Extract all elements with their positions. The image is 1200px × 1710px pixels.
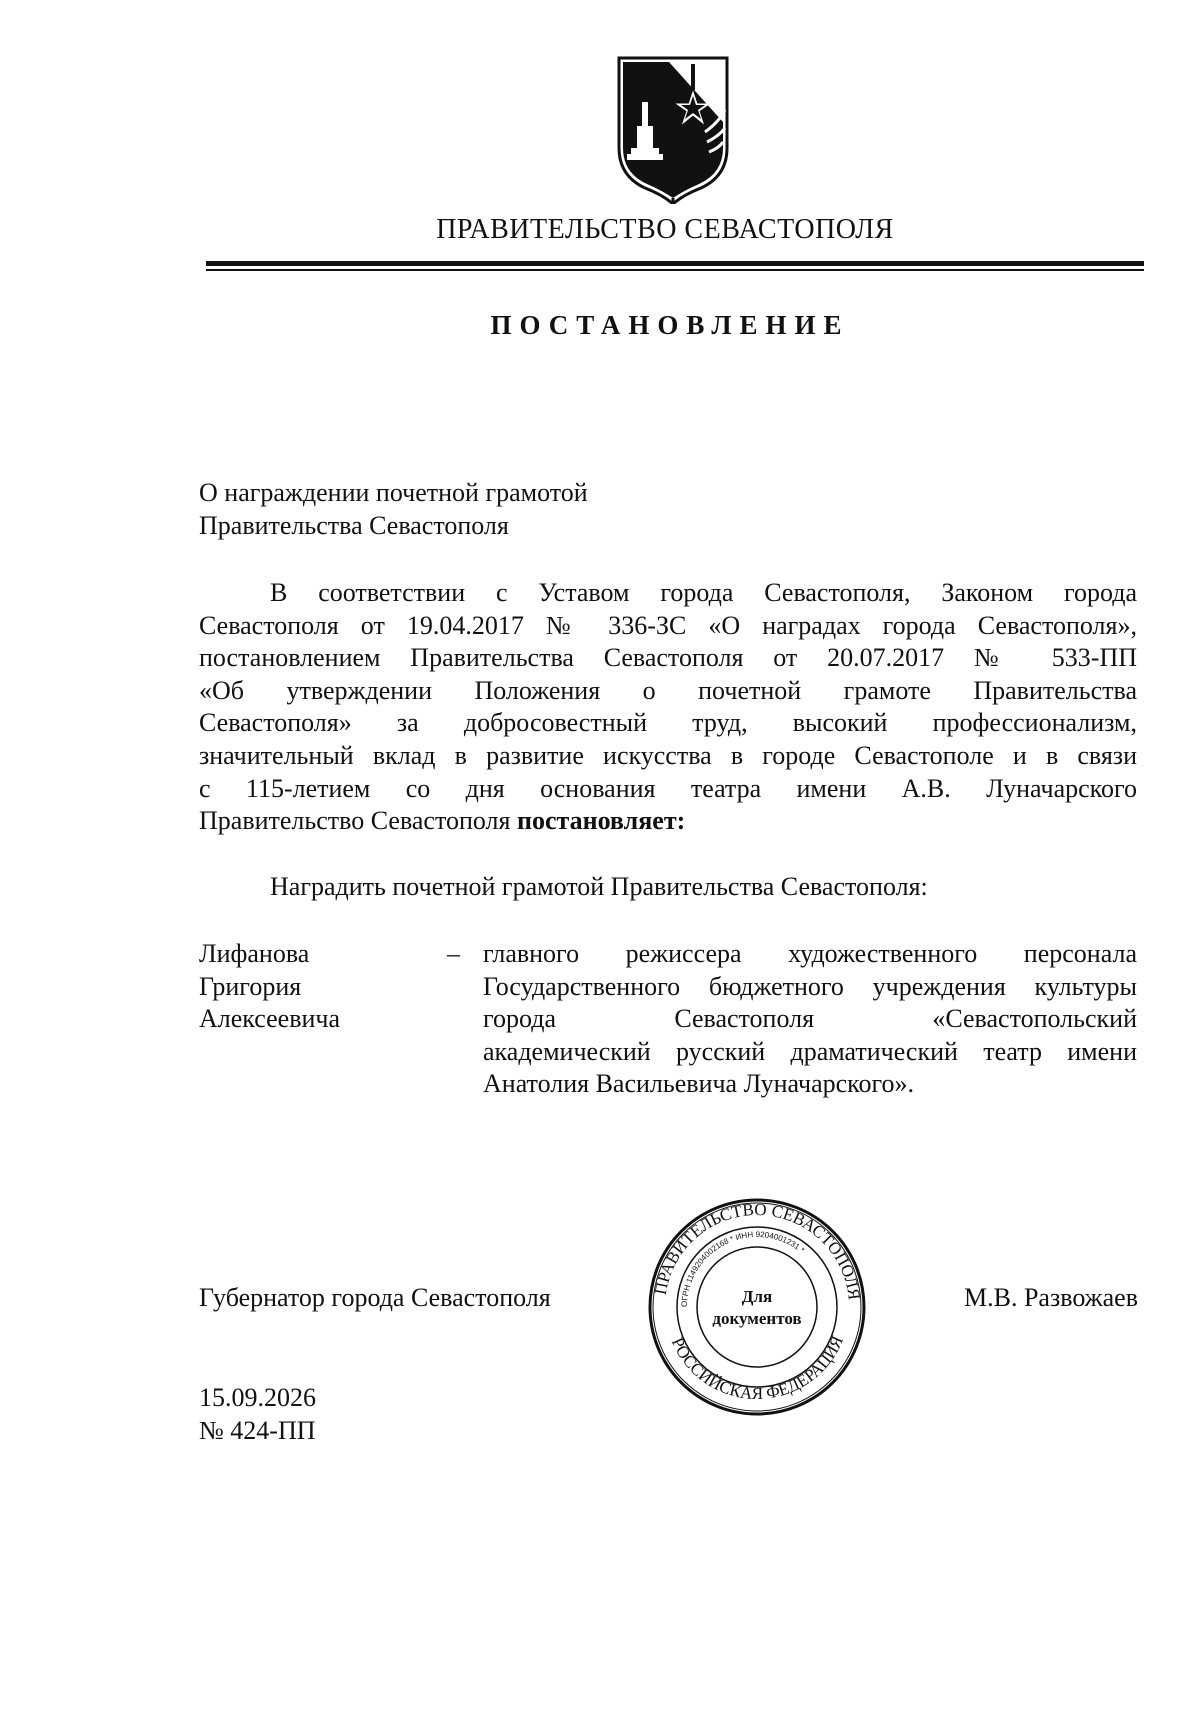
position-line: города Севастополя «Севастопольский [483, 1004, 1137, 1034]
paragraph-line [199, 805, 1137, 838]
preamble-paragraph [199, 577, 1137, 838]
paragraph-line: с 115-летием со дня основания театра имени А.В. Луначарского [199, 773, 1137, 803]
stamp-outer-text-bottom: РОССИЙСКАЯ ФЕДЕРАЦИЯ [667, 1332, 848, 1404]
sevastopol-coat-of-arms-icon [609, 52, 737, 204]
document-subject [199, 476, 588, 542]
paragraph-line: Севастополя от 19.04.2017 № 336-ЗС «О наградах города Севастополя», [199, 610, 1137, 640]
subject-line: Правительства Севастополя [199, 511, 509, 540]
document-number: № 424-ПП [199, 1416, 316, 1445]
paragraph-line: Севастополя» за добросовестный труд, высокий профессионализм, [199, 708, 1137, 738]
paragraph-line: значительный вклад в развитие искусства в городе Севастополе и в связи [199, 740, 1137, 770]
position-line: Государственного бюджетного учреждения культуры [483, 971, 1137, 1001]
position-line: академический русский драматический театр имени [483, 1036, 1137, 1066]
award-intro: Наградить почетной грамотой Правительства Севастополя: [270, 872, 928, 901]
resolving-clause: Правительство Севастополя [199, 806, 517, 836]
organization-name: ПРАВИТЕЛЬСТВО СЕВАСТОПОЛЯ [436, 214, 894, 245]
stamp-outer-text: ПРАВИТЕЛЬСТВО СЕВАСТОПОЛЯ [650, 1199, 864, 1301]
position-line: Анатолия Васильевича Луначарского». [483, 1069, 914, 1099]
paragraph-line: «Об утверждении Положения о почетной грамоте Правительства [199, 675, 1137, 705]
document-type-title: ПОСТАНОВЛЕНИЕ [490, 310, 850, 340]
header-divider-thick [206, 261, 1144, 266]
awardee-patronymic: Алексеевича [199, 1004, 341, 1034]
stamp-inner-text: ОГРН 1149204002168 * ИНН 9204001231 * [679, 1229, 807, 1308]
awardee-first-name: Григория [199, 971, 302, 1001]
awardee-surname: Лифанова [199, 939, 310, 968]
awardee-position [483, 938, 1137, 1101]
header-divider-thin [206, 269, 1144, 271]
paragraph-line: постановлением Правительства Севастополя от 20.07.2017 № 533-ПП [199, 643, 1137, 673]
signatory-name: М.В. Развожаев [963, 1283, 1138, 1312]
awardee-name [199, 938, 340, 1036]
paragraph-line: В соответствии с Уставом города Севастополя, Законом города [270, 578, 1137, 607]
stamp-center-line: документов [712, 1309, 802, 1328]
awardee-dash: – [447, 939, 460, 968]
official-stamp [646, 1196, 868, 1418]
position-line: главного режиссера художественного персонала [483, 939, 1137, 968]
document-date: 15.09.2026 [199, 1383, 316, 1412]
stamp-center-line: Для [741, 1287, 773, 1306]
resolution-verb: постановляет: [516, 806, 686, 836]
subject-line: О награждении почетной грамотой [199, 478, 588, 507]
signatory-title: Губернатор города Севастополя [199, 1283, 551, 1312]
